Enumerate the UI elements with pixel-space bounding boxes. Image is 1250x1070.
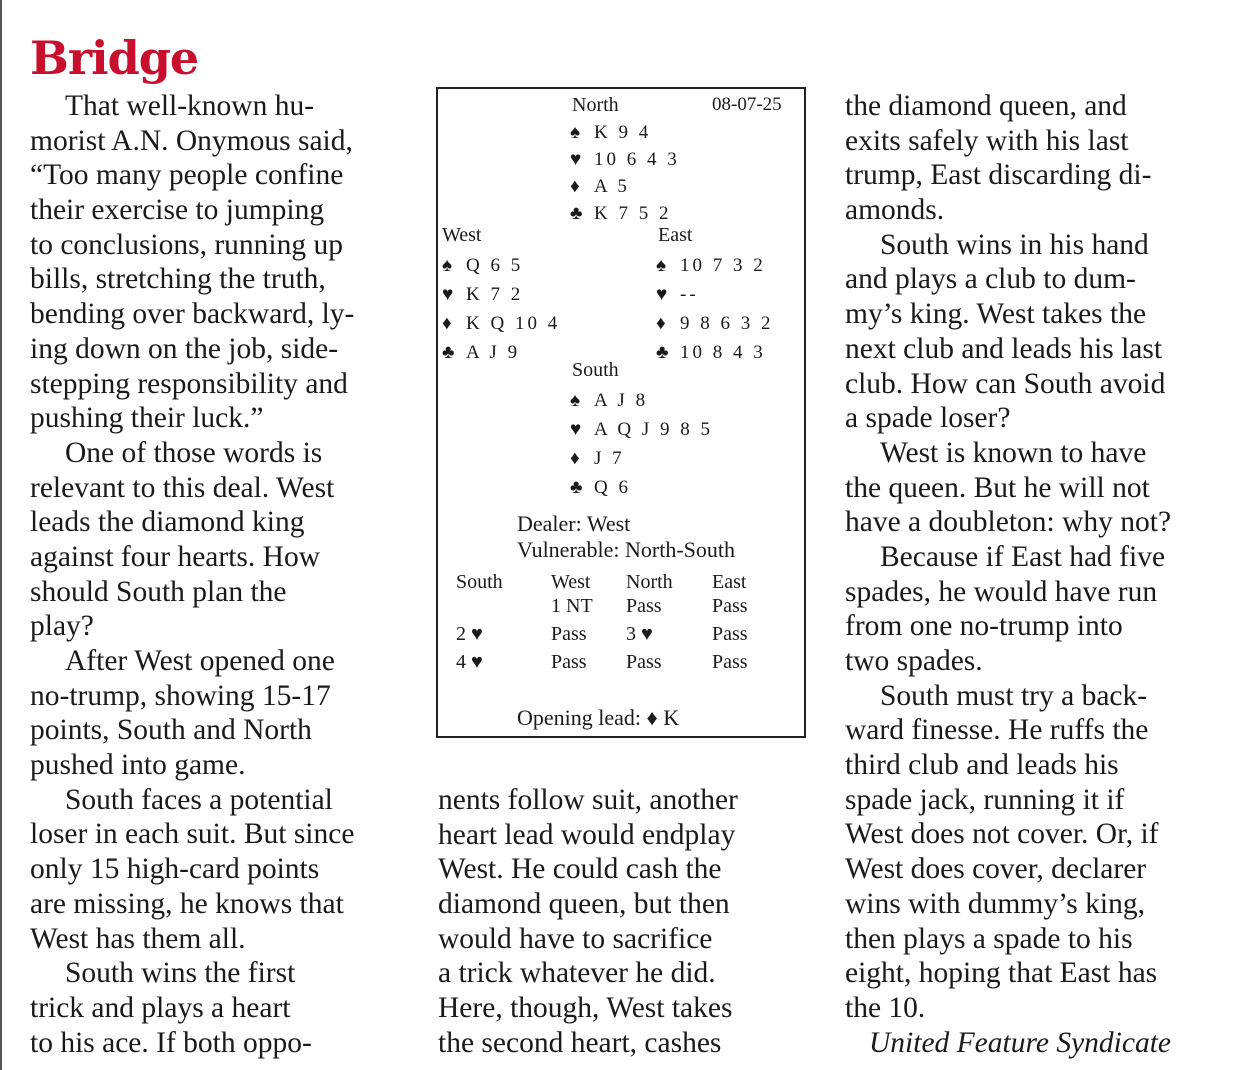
page-title: Bridge [30,31,199,85]
auction-bid: Pass [712,651,748,673]
diamond-suit-icon: ♦ [442,313,452,334]
heart-suit-icon: ♥ [442,284,454,305]
east-hand [656,251,774,367]
text-line: diamond queen, but then [438,888,730,921]
text-line: morist A.N. Onymous said, [30,124,353,157]
west-clubs-cards: A J 9 [466,342,521,363]
text-line: two spades. [845,645,983,677]
west-diamonds-row [442,309,560,338]
text-line: Here, though, West takes [438,992,733,1025]
auction-bid: Pass [712,623,748,645]
auction-bid: Pass [626,595,662,617]
east-clubs-row [656,338,774,367]
text-line: only 15 high-card points [30,853,320,886]
text-line: from one no-trump into [845,610,1123,643]
text-line: After West opened one [65,645,335,677]
north-clubs-cards: K 7 5 2 [594,203,672,224]
south-clubs-row [570,473,713,502]
text-line: exits safely with his last [845,124,1129,157]
text-line: West is known to have [880,436,1147,469]
bridge-deal-diagram [436,87,806,738]
text-line: bending over backward, ly- [30,298,355,331]
text-line: play? [30,610,94,643]
auction-bid: Pass [712,595,748,617]
text-line: relevant to this deal. West [30,471,335,504]
east-spades-cards: 10 7 3 2 [680,255,766,276]
west-hand [442,251,560,367]
north-diamonds-cards: A 5 [594,176,630,197]
west-hearts-row [442,280,560,309]
south-spades-cards: A J 8 [594,390,649,411]
text-line: South wins the first [65,957,296,990]
text-line: West does cover, declarer [845,853,1147,886]
heart-suit-icon: ♥ [570,149,582,170]
text-line: West. He could cash the [438,853,722,886]
east-label: East [658,224,693,246]
spade-suit-icon: ♠ [656,255,667,276]
auction-bid: 2 ♥ [456,623,483,645]
east-clubs-cards: 10 8 4 3 [680,342,766,363]
text-line: pushing their luck.” [30,402,264,435]
text-line: South must try a back- [880,679,1148,712]
club-suit-icon: ♣ [656,342,669,363]
auction-bid: Pass [551,623,587,645]
spade-suit-icon: ♠ [570,390,581,411]
east-diamonds-cards: 9 8 6 3 2 [680,313,774,334]
auction-bid: 4 ♥ [456,651,483,673]
west-spades-row [442,251,560,280]
heart-suit-icon: ♥ [656,284,668,305]
text-line: against four hearts. How [30,540,321,573]
text-line: West has them all. [30,922,246,955]
club-suit-icon: ♣ [570,477,583,498]
text-line: the diamond queen, and [845,90,1127,122]
text-line: ward finesse. He ruffs the [845,714,1149,747]
vulnerable-info: Vulnerable: North-South [517,537,736,562]
south-diamonds-row [570,444,713,473]
text-line: a spade loser? [845,402,1011,435]
text-line: their exercise to jumping [30,194,325,227]
text-line: have a doubleton: why not? [845,506,1172,539]
text-line: spades, he would have run [845,575,1158,608]
text-line: bills, stretching the truth, [30,263,326,296]
auction-header: West [551,571,591,593]
south-diamonds-cards: J 7 [594,448,625,469]
article-column-2 [438,783,738,1061]
text-line: next club and leads his last [845,332,1163,365]
dealer-info: Dealer: West [517,511,631,536]
north-spades-cards: K 9 4 [594,122,652,143]
text-line: to conclusions, running up [30,228,344,261]
text-line: my’s king. West takes the [845,298,1147,331]
south-spades-row [570,386,713,415]
text-line: loser in each suit. But since [30,818,355,851]
text-line: One of those words is [65,436,323,469]
text-line: a trick whatever he did. [438,957,716,990]
text-line: South wins in his hand [880,228,1149,261]
text-line: the queen. But he will not [845,471,1150,504]
text-line: trump, East discarding di- [845,159,1152,192]
auction-bid: Pass [551,651,587,673]
south-hearts-cards: A Q J 9 8 5 [594,419,714,440]
auction-bid: Pass [626,651,662,673]
text-line: trick and plays a heart [30,991,291,1024]
text-line: points, South and North [30,714,312,747]
article-column-3 [845,89,1171,1060]
text-line: should South plan the [30,575,287,608]
east-diamonds-row [656,309,774,338]
south-clubs-cards: Q 6 [594,477,631,498]
auction-bid: 3 ♥ [626,623,653,645]
text-line: pushed into game. [30,749,246,782]
article-column-1 [30,89,354,1060]
club-suit-icon: ♣ [570,203,583,224]
west-label: West [442,224,482,246]
north-spades-row [570,119,680,146]
text-line: then plays a spade to his [845,922,1133,955]
diamond-suit-icon: ♦ [570,176,580,197]
text-line: eight, hoping that East has [845,957,1158,990]
text-line: the 10. [845,991,926,1024]
text-line: stepping responsibility and [30,367,348,400]
east-spades-row [656,251,774,280]
text-line: Because if East had five [880,540,1166,573]
text-line: the second heart, cashes [438,1026,722,1059]
text-line: third club and leads his [845,749,1119,782]
deal-date: 08-07-25 [712,94,782,115]
north-hand [570,119,680,227]
text-line: nents follow suit, another [438,784,738,816]
west-hearts-cards: K 7 2 [466,284,524,305]
left-border-rule [0,0,2,1070]
text-line: South faces a potential [65,783,333,816]
east-hearts-row [656,280,774,309]
text-line: club. How can South avoid [845,367,1166,400]
diamond-suit-icon: ♦ [570,448,580,469]
text-line: are missing, he knows that [30,887,344,920]
opening-lead: Opening lead: ♦ K [517,705,680,730]
text-line: and plays a club to dum- [845,263,1136,296]
west-diamonds-cards: K Q 10 4 [466,313,561,334]
text-line: would have to sacrifice [438,922,713,955]
auction-bid: 1 NT [551,595,593,617]
text-line: wins with dummy’s king, [845,887,1145,920]
diamond-suit-icon: ♦ [656,313,666,334]
text-line: ing down on the job, side- [30,332,339,365]
north-diamonds-row [570,173,680,200]
south-hearts-row [570,415,713,444]
spade-suit-icon: ♠ [442,255,453,276]
text-line: no-trump, showing 15-17 [30,679,331,712]
auction-header: South [456,571,503,593]
north-hearts-cards: 10 6 4 3 [594,149,680,170]
north-hearts-row [570,146,680,173]
auction-header: North [626,571,673,593]
text-line: to his ace. If both oppo- [30,1026,312,1059]
south-label: South [572,359,619,381]
spade-suit-icon: ♠ [570,122,581,143]
text-line: amonds. [845,194,945,227]
north-label: North [572,94,619,116]
club-suit-icon: ♣ [442,342,455,363]
south-hand [570,386,713,502]
text-line: heart lead would endplay [438,818,736,851]
auction-header: East [712,571,747,593]
text-line: West does not cover. Or, if [845,818,1159,851]
heart-suit-icon: ♥ [570,419,582,440]
west-spades-cards: Q 6 5 [466,255,524,276]
text-line: “Too many people confine [30,159,344,192]
syndicate-credit: United Feature Syndicate [869,1026,1172,1059]
text-line: spade jack, running it if [845,783,1125,816]
west-clubs-row [442,338,560,367]
east-hearts-cards: -- [680,284,699,305]
text-line: That well-known hu- [65,90,315,122]
text-line: leads the diamond king [30,506,305,539]
